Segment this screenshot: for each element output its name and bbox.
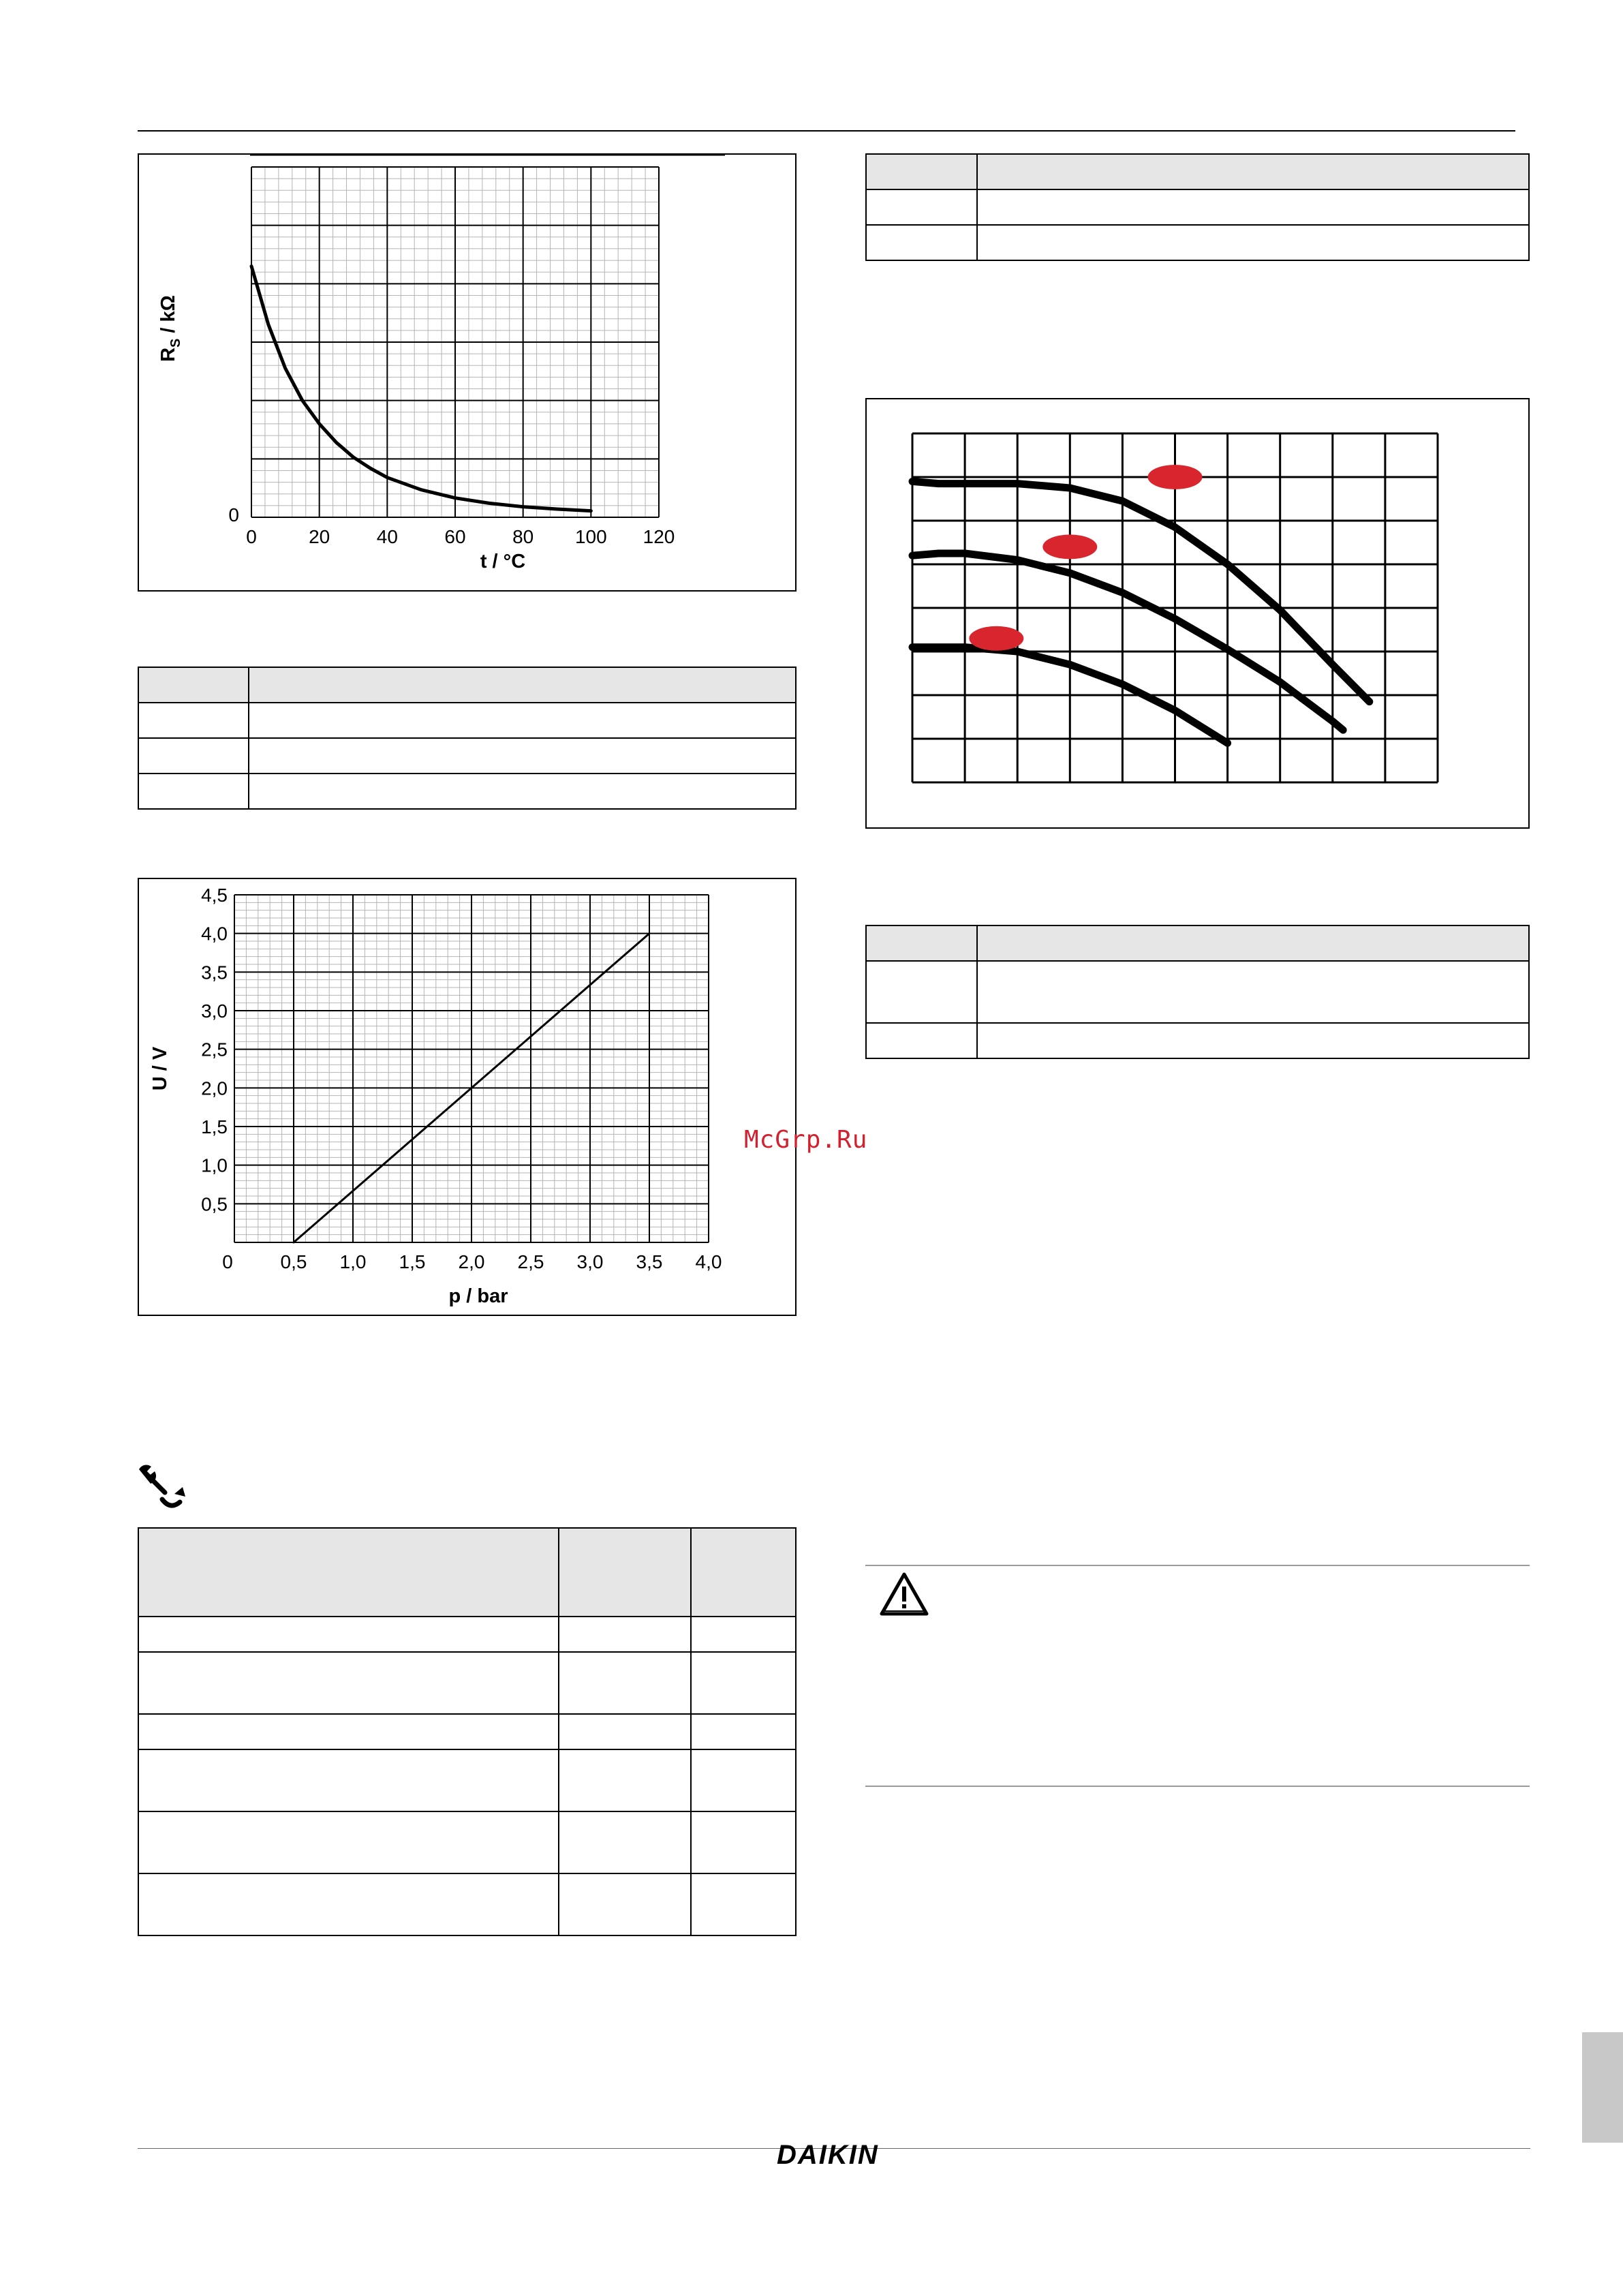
x-tick-label: 2,0 (458, 1251, 485, 1272)
curve-marker-1 (1148, 465, 1203, 489)
x-tick-label: 120 (643, 526, 675, 547)
y-axis-label: $R_S$ / kΩ (157, 295, 183, 362)
x-tick-label: 100 (574, 526, 607, 547)
y-tick-label: 0 (228, 504, 239, 525)
y-tick-label: 0,5 (201, 1193, 228, 1215)
table-row (866, 961, 1529, 1023)
x-tick-label: 0,5 (280, 1251, 307, 1272)
plot-grid (234, 895, 709, 1242)
pressure-chart (139, 879, 795, 1315)
table-header-row (138, 1528, 796, 1617)
warning-icon (879, 1572, 929, 1617)
table-row (866, 1023, 1529, 1058)
table-header-row (866, 925, 1529, 961)
caution-top-rule (865, 1565, 1530, 1566)
wrench-icon (135, 1464, 188, 1512)
table-row (138, 1749, 796, 1811)
x-tick-label: 1,0 (339, 1251, 367, 1272)
table-row (138, 1617, 796, 1652)
curve-marker-2 (1042, 534, 1097, 559)
x-tick-label: 40 (376, 526, 398, 547)
table-4 (865, 925, 1530, 1059)
table-row (138, 774, 796, 809)
y-tick-label: 1,0 (201, 1154, 228, 1176)
x-tick-label: 2,5 (517, 1251, 544, 1272)
pressure-chart-frame (138, 878, 797, 1316)
table-row (138, 738, 796, 774)
table-3 (138, 1527, 797, 1936)
resistance-chart (139, 155, 795, 590)
x-axis-label: p / bar (448, 1285, 508, 1307)
header-rule (138, 130, 1515, 132)
y-tick-label: 3,0 (201, 1000, 228, 1022)
watermark-text: McGrp.Ru (744, 1126, 868, 1154)
plot-grid (251, 167, 659, 517)
y-tick-label: 3,5 (201, 962, 228, 983)
table-1 (138, 667, 797, 810)
pump-curve-chart-frame (865, 398, 1530, 829)
x-tick-label: 3,5 (636, 1251, 663, 1272)
x-tick-label: 3,0 (576, 1251, 604, 1272)
x-tick-label: 4,0 (695, 1251, 722, 1272)
table-row (138, 1811, 796, 1873)
resistance-chart-frame (138, 153, 797, 592)
x-tick-label: 1,5 (399, 1251, 426, 1272)
curve-marker-3 (969, 626, 1023, 651)
y-tick-label: 2,5 (201, 1039, 228, 1060)
table-header-row (138, 667, 796, 703)
x-tick-label: 80 (512, 526, 534, 547)
chapter-side-tab (1582, 2032, 1623, 2143)
y-tick-label: 4,5 (201, 885, 228, 906)
table-row (138, 1652, 796, 1714)
table-row (866, 189, 1529, 225)
caution-bottom-rule (865, 1786, 1530, 1787)
table-row (138, 1873, 796, 1935)
pump-curve-1 (912, 481, 1370, 701)
x-tick-label: 20 (309, 526, 330, 547)
table-row (866, 225, 1529, 260)
pump-curve-chart (867, 399, 1528, 827)
x-tick-label: 60 (444, 526, 466, 547)
table-header-row (866, 154, 1529, 189)
x-tick-label: 0 (222, 1251, 233, 1272)
table-2 (865, 153, 1530, 261)
daikin-logo: DAIKIN (777, 2140, 879, 2170)
y-tick-label: 2,0 (201, 1077, 228, 1099)
table-row (138, 1714, 796, 1749)
y-tick-label: 4,0 (201, 923, 228, 945)
x-tick-label: 0 (246, 526, 257, 547)
y-axis-label: U / V (149, 1046, 171, 1091)
x-axis-label: t / °C (480, 551, 526, 572)
y-tick-label: 1,5 (201, 1116, 228, 1137)
table-row (138, 703, 796, 738)
